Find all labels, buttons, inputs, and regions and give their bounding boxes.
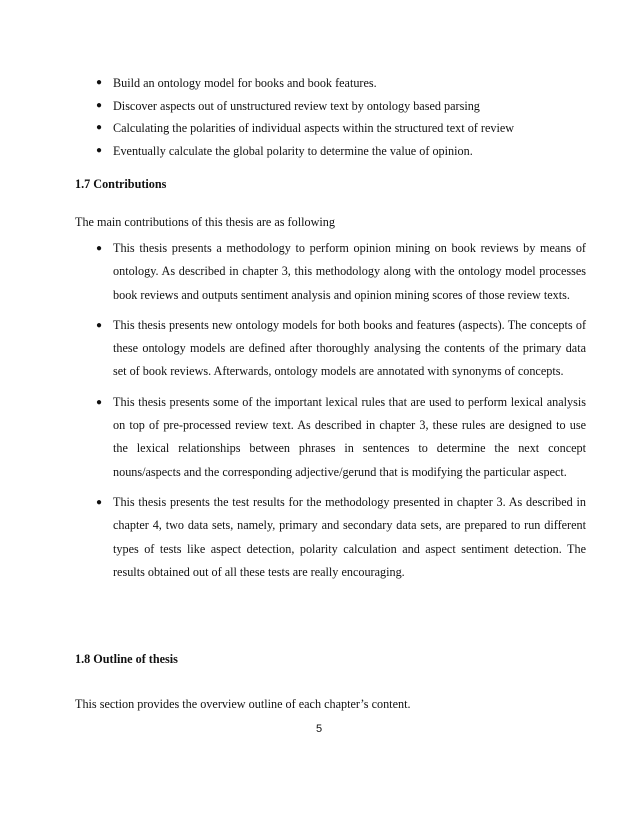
bullet-icon: ● xyxy=(96,396,103,408)
bullet-icon: ● xyxy=(96,77,103,88)
objective-text: Eventually calculate the global polarity to determine the value of opinion. xyxy=(113,144,473,159)
outline-intro: This section provides the overview outline of each chapter’s content. xyxy=(75,697,411,711)
contribution-text: This thesis presents the test results for the methodology presented in chapter 3. As described in chapter 4, two data sets, namely, primary and secondary data sets, are prepared to run different types of tests like aspect detection, polarity calculation and aspect sentiment detection. The results obtained out of all these tests are really encouraging. xyxy=(113,494,586,579)
section-heading-outline: 1.8 Outline of thesis xyxy=(75,652,178,666)
section-heading-contributions: 1.7 Contributions xyxy=(75,177,167,191)
list-item xyxy=(96,142,596,165)
list-item xyxy=(96,391,586,484)
list-item xyxy=(96,119,596,142)
bullet-icon: ● xyxy=(96,319,103,331)
list-item xyxy=(96,237,586,307)
list-item xyxy=(96,97,596,120)
bullet-icon: ● xyxy=(96,122,103,134)
contributions-intro: The main contributions of this thesis are as following xyxy=(75,215,335,229)
contribution-text: This thesis presents new ontology models for both books and features (aspects). The concepts of these ontology models are defined after thoroughly analysing the contents of the primary data set of book reviews. Afterwards, ontology models are annotated with synonyms of concepts. xyxy=(113,317,586,379)
contribution-text: This thesis presents some of the important lexical rules that are used to perform lexical analysis on top of pre-processed review text. As described in chapter 3, these rules are designed to use the lexical relationships between phrases in sentences to determine the next concept nouns/aspects and the corresponding adjective/gerund that is modifying the particular aspect. xyxy=(113,394,586,479)
page-number: 5 xyxy=(315,723,323,735)
bullet-icon: ● xyxy=(96,99,103,111)
contributions-list xyxy=(96,237,586,591)
objective-text: Discover aspects out of unstructured review text by ontology based parsing xyxy=(113,98,480,113)
objective-text: Build an ontology model for books and book features. xyxy=(113,76,377,90)
objectives-list xyxy=(96,74,596,165)
bullet-icon: ● xyxy=(96,496,103,508)
list-item xyxy=(96,314,586,384)
objective-text: Calculating the polarities of individual aspects within the structured text of review xyxy=(113,121,515,136)
bullet-icon: ● xyxy=(96,145,103,157)
contribution-text: This thesis presents a methodology to perform opinion mining on book reviews by means of ontology. As described in chapter 3, this methodology along with the ontology model processes book reviews and outputs sentiment analysis and opinion mining scores of those review texts. xyxy=(113,241,586,302)
list-item xyxy=(96,74,596,97)
bullet-icon: ● xyxy=(96,243,103,254)
list-item xyxy=(96,491,586,584)
